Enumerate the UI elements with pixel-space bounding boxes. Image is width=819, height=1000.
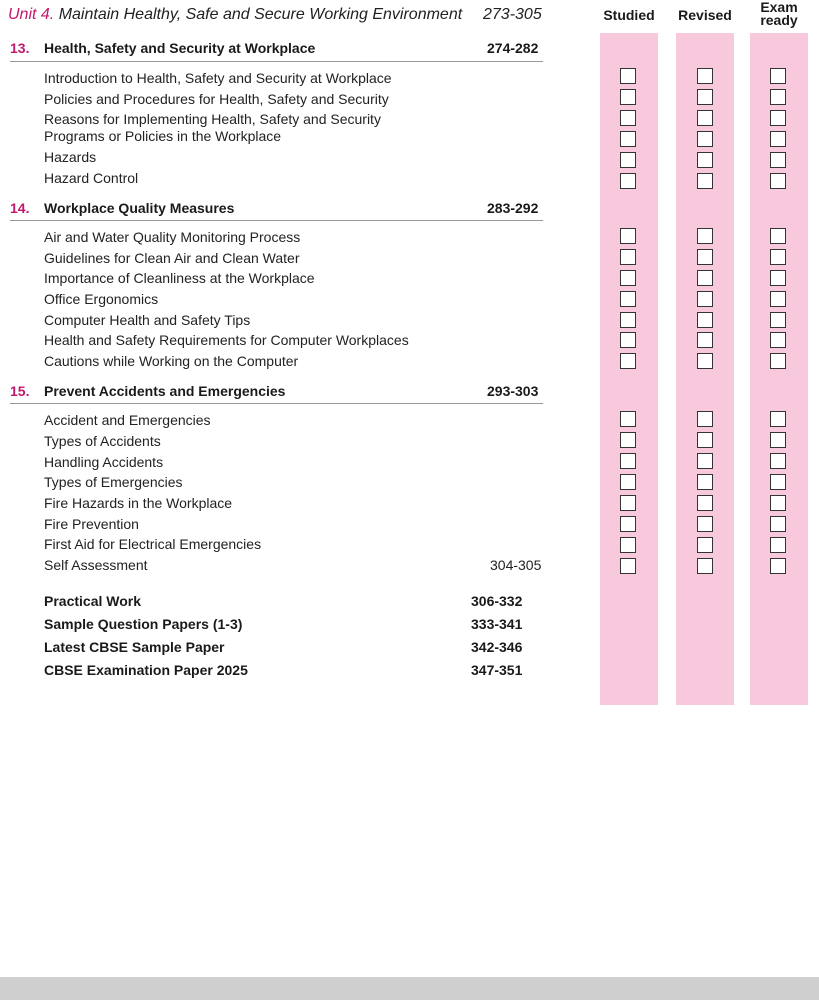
topic-item: Hazard Control [44, 170, 139, 186]
revised-checkbox[interactable] [697, 516, 713, 532]
topic-item: Hazards [44, 149, 97, 165]
revised-checkbox[interactable] [697, 332, 713, 348]
exam-ready-checkbox[interactable] [770, 332, 786, 348]
exam-ready-checkbox[interactable] [770, 516, 786, 532]
revised-checkbox[interactable] [697, 453, 713, 469]
chapter-number: 15. [10, 383, 30, 399]
topic-item: Air and Water Quality Monitoring Process [44, 229, 301, 245]
revised-checkbox[interactable] [697, 432, 713, 448]
topic-item: Types of Emergencies [44, 474, 183, 490]
topic-item: Types of Accidents [44, 433, 161, 449]
revised-checkbox[interactable] [697, 353, 713, 369]
topic-item: First Aid for Electrical Emergencies [44, 536, 262, 552]
chapter-title: Prevent Accidents and Emergencies [44, 383, 286, 399]
exam-ready-checkbox[interactable] [770, 249, 786, 265]
extra-item: Practical Work [44, 593, 142, 609]
revised-checkbox[interactable] [697, 131, 713, 147]
studied-checkbox[interactable] [620, 474, 636, 490]
topic-item: Office Ergonomics [44, 291, 159, 307]
revised-checkbox[interactable] [697, 110, 713, 126]
unit-label: Unit 4. [8, 6, 55, 23]
exam-ready-checkbox[interactable] [770, 291, 786, 307]
topic-item: Fire Hazards in the Workplace [44, 495, 233, 511]
exam-ready-checkbox[interactable] [770, 558, 786, 574]
studied-checkbox[interactable] [620, 110, 636, 126]
revised-checkbox[interactable] [697, 495, 713, 511]
chapter-pages: 274-282 [487, 40, 539, 56]
revised-checkbox[interactable] [697, 173, 713, 189]
studied-checkbox[interactable] [620, 453, 636, 469]
exam-ready-checkbox[interactable] [770, 110, 786, 126]
studied-checkbox[interactable] [620, 537, 636, 553]
studied-checkbox[interactable] [620, 89, 636, 105]
extra-pages: 342-346 [471, 639, 523, 655]
topic-item: Self Assessment [44, 557, 148, 573]
unit-pages: 273-305 [483, 6, 542, 23]
studied-checkbox[interactable] [620, 495, 636, 511]
chapter-number: 14. [10, 200, 30, 216]
exam-ready-checkbox[interactable] [770, 453, 786, 469]
topic-item: Health and Safety Requirements for Computer Workplaces [44, 332, 409, 348]
topic-item: Guidelines for Clean Air and Clean Water [44, 250, 300, 266]
col-header-revised: Revised [678, 7, 732, 23]
extra-pages: 333-341 [471, 616, 523, 632]
topic-item: Introduction to Health, Safety and Security at Workplace [44, 70, 392, 86]
revised-checkbox[interactable] [697, 89, 713, 105]
chapter-divider [10, 220, 543, 221]
studied-checkbox[interactable] [620, 516, 636, 532]
footer-bar [0, 977, 819, 1000]
extra-item: Latest CBSE Sample Paper [44, 639, 225, 655]
topic-item: Fire Prevention [44, 516, 139, 532]
exam-ready-checkbox[interactable] [770, 312, 786, 328]
chapter-number: 13. [10, 40, 30, 56]
exam-ready-checkbox[interactable] [770, 173, 786, 189]
exam-ready-checkbox[interactable] [770, 353, 786, 369]
topic-item: Policies and Procedures for Health, Safety and Security [44, 91, 389, 107]
studied-checkbox[interactable] [620, 152, 636, 168]
chapter-title: Workplace Quality Measures [44, 200, 235, 216]
extra-item: CBSE Examination Paper 2025 [44, 662, 248, 678]
exam-ready-checkbox[interactable] [770, 411, 786, 427]
exam-ready-checkbox[interactable] [770, 152, 786, 168]
revised-checkbox[interactable] [697, 558, 713, 574]
topic-pages: 304-305 [490, 557, 542, 573]
studied-checkbox[interactable] [620, 228, 636, 244]
topic-item: Reasons for Implementing Health, Safety and Security [44, 111, 381, 127]
revised-checkbox[interactable] [697, 228, 713, 244]
revised-checkbox[interactable] [697, 312, 713, 328]
extra-pages: 347-351 [471, 662, 523, 678]
chapter-divider [10, 403, 543, 404]
exam-ready-checkbox[interactable] [770, 537, 786, 553]
unit-name: Maintain Healthy, Safe and Secure Working Environment [58, 6, 463, 23]
topic-item: Computer Health and Safety Tips [44, 312, 251, 328]
studied-checkbox[interactable] [620, 432, 636, 448]
revised-checkbox[interactable] [697, 152, 713, 168]
extra-item: Sample Question Papers (1-3) [44, 616, 243, 632]
extra-pages: 306-332 [471, 593, 523, 609]
studied-checkbox[interactable] [620, 411, 636, 427]
revised-checkbox[interactable] [697, 474, 713, 490]
chapter-divider [10, 61, 543, 62]
unit-title [8, 6, 462, 24]
topic-item: Accident and Emergencies [44, 412, 211, 428]
exam-ready-checkbox[interactable] [770, 474, 786, 490]
studied-checkbox[interactable] [620, 249, 636, 265]
topic-item: Cautions while Working on the Computer [44, 353, 299, 369]
studied-checkbox[interactable] [620, 131, 636, 147]
exam-ready-checkbox[interactable] [770, 270, 786, 286]
studied-checkbox[interactable] [620, 291, 636, 307]
exam-ready-checkbox[interactable] [770, 89, 786, 105]
exam-ready-checkbox[interactable] [770, 131, 786, 147]
exam-ready-checkbox[interactable] [770, 68, 786, 84]
topic-item: Importance of Cleanliness at the Workplace [44, 270, 315, 286]
studied-checkbox[interactable] [620, 558, 636, 574]
revised-checkbox[interactable] [697, 537, 713, 553]
exam-ready-checkbox[interactable] [770, 432, 786, 448]
revised-checkbox[interactable] [697, 270, 713, 286]
studied-checkbox[interactable] [620, 312, 636, 328]
topic-item: Programs or Policies in the Workplace [44, 128, 282, 144]
studied-checkbox[interactable] [620, 353, 636, 369]
revised-checkbox[interactable] [697, 249, 713, 265]
revised-checkbox[interactable] [697, 411, 713, 427]
studied-checkbox[interactable] [620, 270, 636, 286]
chapter-title: Health, Safety and Security at Workplace [44, 40, 316, 56]
col-header-exam-ready: Exam ready [760, 0, 798, 28]
studied-checkbox[interactable] [620, 68, 636, 84]
studied-checkbox[interactable] [620, 332, 636, 348]
col-header-studied: Studied [603, 7, 655, 23]
revised-checkbox[interactable] [697, 68, 713, 84]
revised-checkbox[interactable] [697, 291, 713, 307]
exam-ready-checkbox[interactable] [770, 228, 786, 244]
studied-checkbox[interactable] [620, 173, 636, 189]
chapter-pages: 283-292 [487, 200, 539, 216]
topic-item: Handling Accidents [44, 454, 164, 470]
exam-ready-checkbox[interactable] [770, 495, 786, 511]
chapter-pages: 293-303 [487, 383, 539, 399]
